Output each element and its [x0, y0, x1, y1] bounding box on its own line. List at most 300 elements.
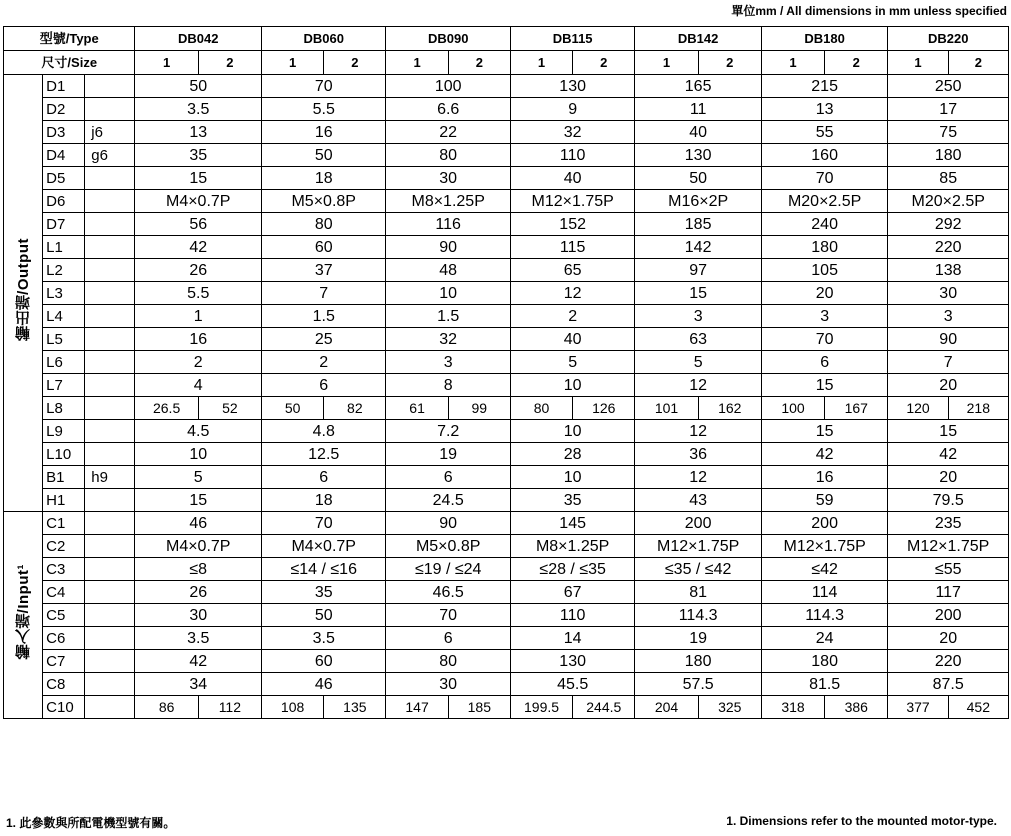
value-cell: 3.5	[261, 627, 385, 650]
input-section-label	[4, 512, 43, 719]
dimension-code: D3	[43, 121, 85, 144]
value-cell: ≤42	[761, 558, 888, 581]
value-cell: 32	[386, 328, 510, 351]
dimension-code: L6	[43, 351, 85, 374]
value-cell: 235	[888, 512, 1009, 535]
value-cell-size-2: 452	[948, 696, 1008, 719]
tolerance-code	[85, 282, 135, 305]
value-cell: 7	[261, 282, 385, 305]
model-header: DB042	[135, 27, 262, 51]
value-cell: 35	[135, 144, 262, 167]
value-cell: 105	[761, 259, 888, 282]
value-cell: ≤35 / ≤42	[635, 558, 762, 581]
tolerance-code	[85, 374, 135, 397]
value-cell: 40	[510, 167, 634, 190]
value-cell: 13	[761, 98, 888, 121]
dimension-code: L7	[43, 374, 85, 397]
table-row	[4, 305, 1009, 328]
footnote-chinese: 1. 此參數與所配電機型號有關。	[6, 816, 176, 830]
value-cell-size-2: 112	[198, 696, 261, 719]
value-cell: 6	[261, 374, 385, 397]
value-cell: 180	[761, 236, 888, 259]
value-cell: 142	[635, 236, 762, 259]
value-cell: 100	[386, 75, 510, 98]
value-cell: 220	[888, 236, 1009, 259]
size-col-1: 1	[261, 51, 323, 75]
section-label-text: 輸出端/Output	[14, 238, 32, 342]
value-cell: 46.5	[386, 581, 510, 604]
value-cell: 26	[135, 581, 262, 604]
value-cell: 130	[510, 650, 634, 673]
value-cell: ≤19 / ≤24	[386, 558, 510, 581]
tolerance-code	[85, 512, 135, 535]
value-cell: M5×0.8P	[261, 190, 385, 213]
value-cell: 5	[635, 351, 762, 374]
value-cell: 7.2	[386, 420, 510, 443]
table-row	[4, 121, 1009, 144]
table-row	[4, 558, 1009, 581]
value-cell: ≤8	[135, 558, 262, 581]
tolerance-code	[85, 673, 135, 696]
value-cell: 4.8	[261, 420, 385, 443]
type-label: 型號/Type	[4, 27, 135, 51]
model-header: DB220	[888, 27, 1009, 51]
table-row	[4, 604, 1009, 627]
size-col-2: 2	[698, 51, 761, 75]
value-cell: 40	[635, 121, 762, 144]
value-cell-size-2: 185	[448, 696, 510, 719]
dimension-code: L3	[43, 282, 85, 305]
dimension-code: L1	[43, 236, 85, 259]
value-cell: 87.5	[888, 673, 1009, 696]
value-cell: 2	[135, 351, 262, 374]
value-cell: 26	[135, 259, 262, 282]
model-header: DB142	[635, 27, 762, 51]
value-cell: 3	[635, 305, 762, 328]
dimension-code: L4	[43, 305, 85, 328]
tolerance-code: h9	[85, 466, 135, 489]
value-cell-size-2: 218	[948, 397, 1008, 420]
value-cell: 10	[386, 282, 510, 305]
value-cell: 20	[888, 627, 1009, 650]
value-cell: 19	[386, 443, 510, 466]
table-row	[4, 190, 1009, 213]
value-cell: 42	[761, 443, 888, 466]
value-cell: 34	[135, 673, 262, 696]
value-cell: 15	[135, 489, 262, 512]
value-cell: 1.5	[261, 305, 385, 328]
value-cell: 42	[888, 443, 1009, 466]
model-header: DB180	[761, 27, 888, 51]
value-cell: 24	[761, 627, 888, 650]
tolerance-code	[85, 213, 135, 236]
value-cell-size-1: 377	[888, 696, 948, 719]
value-cell: 180	[761, 650, 888, 673]
table-row	[4, 259, 1009, 282]
value-cell-size-2: 386	[825, 696, 888, 719]
value-cell: 114	[761, 581, 888, 604]
value-cell: 6.6	[386, 98, 510, 121]
value-cell: 59	[761, 489, 888, 512]
value-cell: 240	[761, 213, 888, 236]
value-cell: 36	[635, 443, 762, 466]
value-cell: 12.5	[261, 443, 385, 466]
dimension-code: D5	[43, 167, 85, 190]
value-cell: M8×1.25P	[386, 190, 510, 213]
value-cell: 32	[510, 121, 634, 144]
value-cell: 15	[635, 282, 762, 305]
value-cell: M4×0.7P	[261, 535, 385, 558]
tolerance-code: j6	[85, 121, 135, 144]
value-cell: 40	[510, 328, 634, 351]
value-cell: 110	[510, 604, 634, 627]
value-cell: 3.5	[135, 98, 262, 121]
tolerance-code	[85, 535, 135, 558]
value-cell: 3	[888, 305, 1009, 328]
value-cell: 180	[888, 144, 1009, 167]
value-cell: 35	[510, 489, 634, 512]
value-cell: 16	[135, 328, 262, 351]
value-cell: 25	[261, 328, 385, 351]
value-cell: 90	[386, 512, 510, 535]
value-cell-size-2: 82	[324, 397, 386, 420]
value-cell-size-1: 50	[261, 397, 323, 420]
size-col-1: 1	[510, 51, 572, 75]
value-cell-size-1: 61	[386, 397, 448, 420]
value-cell: 152	[510, 213, 634, 236]
value-cell: 5.5	[135, 282, 262, 305]
table-row	[4, 351, 1009, 374]
value-cell: 70	[261, 75, 385, 98]
value-cell: 12	[635, 466, 762, 489]
value-cell: 80	[386, 144, 510, 167]
dimension-code: B1	[43, 466, 85, 489]
value-cell: 10	[510, 466, 634, 489]
value-cell: 97	[635, 259, 762, 282]
tolerance-code	[85, 328, 135, 351]
model-header: DB060	[261, 27, 385, 51]
value-cell: M4×0.7P	[135, 535, 262, 558]
dimension-code: L5	[43, 328, 85, 351]
model-header: DB090	[386, 27, 510, 51]
value-cell: 114.3	[635, 604, 762, 627]
value-cell: 16	[761, 466, 888, 489]
value-cell: 70	[761, 328, 888, 351]
table-row	[4, 328, 1009, 351]
table-row	[4, 397, 1009, 420]
value-cell: 5	[510, 351, 634, 374]
tolerance-code	[85, 167, 135, 190]
dimension-code: D7	[43, 213, 85, 236]
value-cell: 81.5	[761, 673, 888, 696]
value-cell: 50	[261, 604, 385, 627]
dimension-code: D2	[43, 98, 85, 121]
value-cell-size-1: 108	[261, 696, 323, 719]
value-cell: 110	[510, 144, 634, 167]
value-cell: M8×1.25P	[510, 535, 634, 558]
value-cell: 4.5	[135, 420, 262, 443]
value-cell: 46	[261, 673, 385, 696]
value-cell: 15	[761, 374, 888, 397]
dimension-code: C2	[43, 535, 85, 558]
table-row	[4, 466, 1009, 489]
dimension-code: L9	[43, 420, 85, 443]
value-cell: 3	[386, 351, 510, 374]
value-cell: 14	[510, 627, 634, 650]
dimension-code: C4	[43, 581, 85, 604]
type-header-row	[4, 27, 1009, 51]
dimension-code: L8	[43, 397, 85, 420]
table-row	[4, 650, 1009, 673]
value-cell: 10	[510, 420, 634, 443]
value-cell: 220	[888, 650, 1009, 673]
size-col-1: 1	[386, 51, 448, 75]
size-col-1: 1	[635, 51, 698, 75]
unit-note: 單位mm / All dimensions in mm unless specified	[731, 4, 1007, 18]
value-cell-size-1: 147	[386, 696, 448, 719]
value-cell: ≤14 / ≤16	[261, 558, 385, 581]
tolerance-code	[85, 604, 135, 627]
dimension-code: L2	[43, 259, 85, 282]
dimension-code: C1	[43, 512, 85, 535]
value-cell: 160	[761, 144, 888, 167]
table-row	[4, 443, 1009, 466]
value-cell: 80	[261, 213, 385, 236]
value-cell-size-2: 167	[825, 397, 888, 420]
value-cell: 79.5	[888, 489, 1009, 512]
value-cell: 57.5	[635, 673, 762, 696]
value-cell-size-1: 120	[888, 397, 948, 420]
value-cell-size-1: 204	[635, 696, 698, 719]
value-cell: 5.5	[261, 98, 385, 121]
value-cell: M4×0.7P	[135, 190, 262, 213]
value-cell: 28	[510, 443, 634, 466]
tolerance-code	[85, 75, 135, 98]
value-cell-size-2: 135	[324, 696, 386, 719]
value-cell: 70	[761, 167, 888, 190]
dimension-table	[3, 26, 1009, 719]
size-col-2: 2	[825, 51, 888, 75]
table-row	[4, 75, 1009, 98]
table-row	[4, 489, 1009, 512]
value-cell-size-1: 318	[761, 696, 824, 719]
dimension-code: C8	[43, 673, 85, 696]
value-cell: 2	[510, 305, 634, 328]
table-row	[4, 144, 1009, 167]
value-cell: 10	[135, 443, 262, 466]
dimension-code: C10	[43, 696, 85, 719]
value-cell: 15	[761, 420, 888, 443]
value-cell: 115	[510, 236, 634, 259]
value-cell: M20×2.5P	[761, 190, 888, 213]
table-row	[4, 696, 1009, 719]
value-cell: 5	[135, 466, 262, 489]
value-cell: 24.5	[386, 489, 510, 512]
value-cell: 13	[135, 121, 262, 144]
value-cell: 292	[888, 213, 1009, 236]
value-cell: 180	[635, 650, 762, 673]
value-cell: 20	[888, 466, 1009, 489]
value-cell: 130	[635, 144, 762, 167]
tolerance-code	[85, 489, 135, 512]
table-row	[4, 236, 1009, 259]
value-cell: 75	[888, 121, 1009, 144]
value-cell: M5×0.8P	[386, 535, 510, 558]
value-cell: 15	[888, 420, 1009, 443]
value-cell: 8	[386, 374, 510, 397]
tolerance-code	[85, 443, 135, 466]
value-cell: 7	[888, 351, 1009, 374]
value-cell: 50	[261, 144, 385, 167]
tolerance-code	[85, 305, 135, 328]
value-cell: 50	[135, 75, 262, 98]
value-cell: 70	[386, 604, 510, 627]
value-cell: 30	[888, 282, 1009, 305]
value-cell-size-1: 101	[635, 397, 698, 420]
tolerance-code	[85, 98, 135, 121]
table-row	[4, 512, 1009, 535]
value-cell: 55	[761, 121, 888, 144]
value-cell: 250	[888, 75, 1009, 98]
tolerance-code	[85, 558, 135, 581]
table-row	[4, 420, 1009, 443]
value-cell: 80	[386, 650, 510, 673]
table-row	[4, 374, 1009, 397]
value-cell: 200	[635, 512, 762, 535]
dimension-code: C5	[43, 604, 85, 627]
value-cell: 200	[888, 604, 1009, 627]
value-cell-size-2: 162	[698, 397, 761, 420]
tolerance-code	[85, 236, 135, 259]
size-col-2: 2	[573, 51, 635, 75]
value-cell-size-2: 52	[198, 397, 261, 420]
value-cell: 46	[135, 512, 262, 535]
size-col-1: 1	[888, 51, 948, 75]
value-cell: 20	[888, 374, 1009, 397]
value-cell: 90	[386, 236, 510, 259]
value-cell: 138	[888, 259, 1009, 282]
value-cell: 22	[386, 121, 510, 144]
value-cell: 117	[888, 581, 1009, 604]
value-cell: 85	[888, 167, 1009, 190]
value-cell: 56	[135, 213, 262, 236]
size-col-2: 2	[324, 51, 386, 75]
dimension-code: C3	[43, 558, 85, 581]
dimension-code: C6	[43, 627, 85, 650]
value-cell: 1.5	[386, 305, 510, 328]
value-cell: 18	[261, 489, 385, 512]
size-col-1: 1	[135, 51, 198, 75]
value-cell-size-2: 244.5	[573, 696, 635, 719]
footnote-english: 1. Dimensions refer to the mounted motor-type.	[726, 814, 997, 828]
value-cell: 185	[635, 213, 762, 236]
value-cell: 11	[635, 98, 762, 121]
dimension-code: L10	[43, 443, 85, 466]
section-label-text: 輸入端/Input¹	[14, 564, 32, 660]
table-row	[4, 213, 1009, 236]
value-cell: 6	[386, 466, 510, 489]
value-cell: 6	[261, 466, 385, 489]
table-row	[4, 98, 1009, 121]
value-cell: 10	[510, 374, 634, 397]
tolerance-code	[85, 397, 135, 420]
size-header-row	[4, 51, 1009, 75]
value-cell: 45.5	[510, 673, 634, 696]
dimension-code: H1	[43, 489, 85, 512]
table-row	[4, 673, 1009, 696]
value-cell: 12	[510, 282, 634, 305]
value-cell-size-2: 325	[698, 696, 761, 719]
value-cell: ≤55	[888, 558, 1009, 581]
value-cell: 18	[261, 167, 385, 190]
value-cell: 90	[888, 328, 1009, 351]
dimension-code: D1	[43, 75, 85, 98]
value-cell: 2	[261, 351, 385, 374]
size-label: 尺寸/Size	[4, 51, 135, 75]
value-cell: 30	[386, 167, 510, 190]
value-cell: M12×1.75P	[761, 535, 888, 558]
value-cell: 16	[261, 121, 385, 144]
table-row	[4, 627, 1009, 650]
value-cell: 35	[261, 581, 385, 604]
value-cell: M12×1.75P	[510, 190, 634, 213]
value-cell: 130	[510, 75, 634, 98]
value-cell: 50	[635, 167, 762, 190]
size-col-2: 2	[448, 51, 510, 75]
value-cell-size-1: 86	[135, 696, 198, 719]
tolerance-code	[85, 420, 135, 443]
tolerance-code	[85, 190, 135, 213]
value-cell: 81	[635, 581, 762, 604]
tolerance-code: g6	[85, 144, 135, 167]
value-cell-size-1: 199.5	[510, 696, 572, 719]
value-cell: 42	[135, 650, 262, 673]
tolerance-code	[85, 627, 135, 650]
value-cell: 116	[386, 213, 510, 236]
size-col-2: 2	[948, 51, 1008, 75]
value-cell: 60	[261, 650, 385, 673]
table-row	[4, 581, 1009, 604]
value-cell: 30	[135, 604, 262, 627]
value-cell: 4	[135, 374, 262, 397]
value-cell: 3	[761, 305, 888, 328]
tolerance-code	[85, 259, 135, 282]
value-cell: 12	[635, 374, 762, 397]
value-cell: 12	[635, 420, 762, 443]
value-cell: 6	[761, 351, 888, 374]
value-cell-size-2: 99	[448, 397, 510, 420]
value-cell: 67	[510, 581, 634, 604]
table-row	[4, 282, 1009, 305]
value-cell-size-1: 80	[510, 397, 572, 420]
dimension-code: D4	[43, 144, 85, 167]
value-cell: 215	[761, 75, 888, 98]
value-cell-size-1: 100	[761, 397, 824, 420]
value-cell: 114.3	[761, 604, 888, 627]
value-cell: 60	[261, 236, 385, 259]
tolerance-code	[85, 581, 135, 604]
value-cell: M12×1.75P	[635, 535, 762, 558]
value-cell: 15	[135, 167, 262, 190]
size-col-1: 1	[761, 51, 824, 75]
value-cell: 165	[635, 75, 762, 98]
value-cell-size-1: 26.5	[135, 397, 198, 420]
value-cell: 3.5	[135, 627, 262, 650]
value-cell: 1	[135, 305, 262, 328]
value-cell: 63	[635, 328, 762, 351]
value-cell: 43	[635, 489, 762, 512]
value-cell: 20	[761, 282, 888, 305]
